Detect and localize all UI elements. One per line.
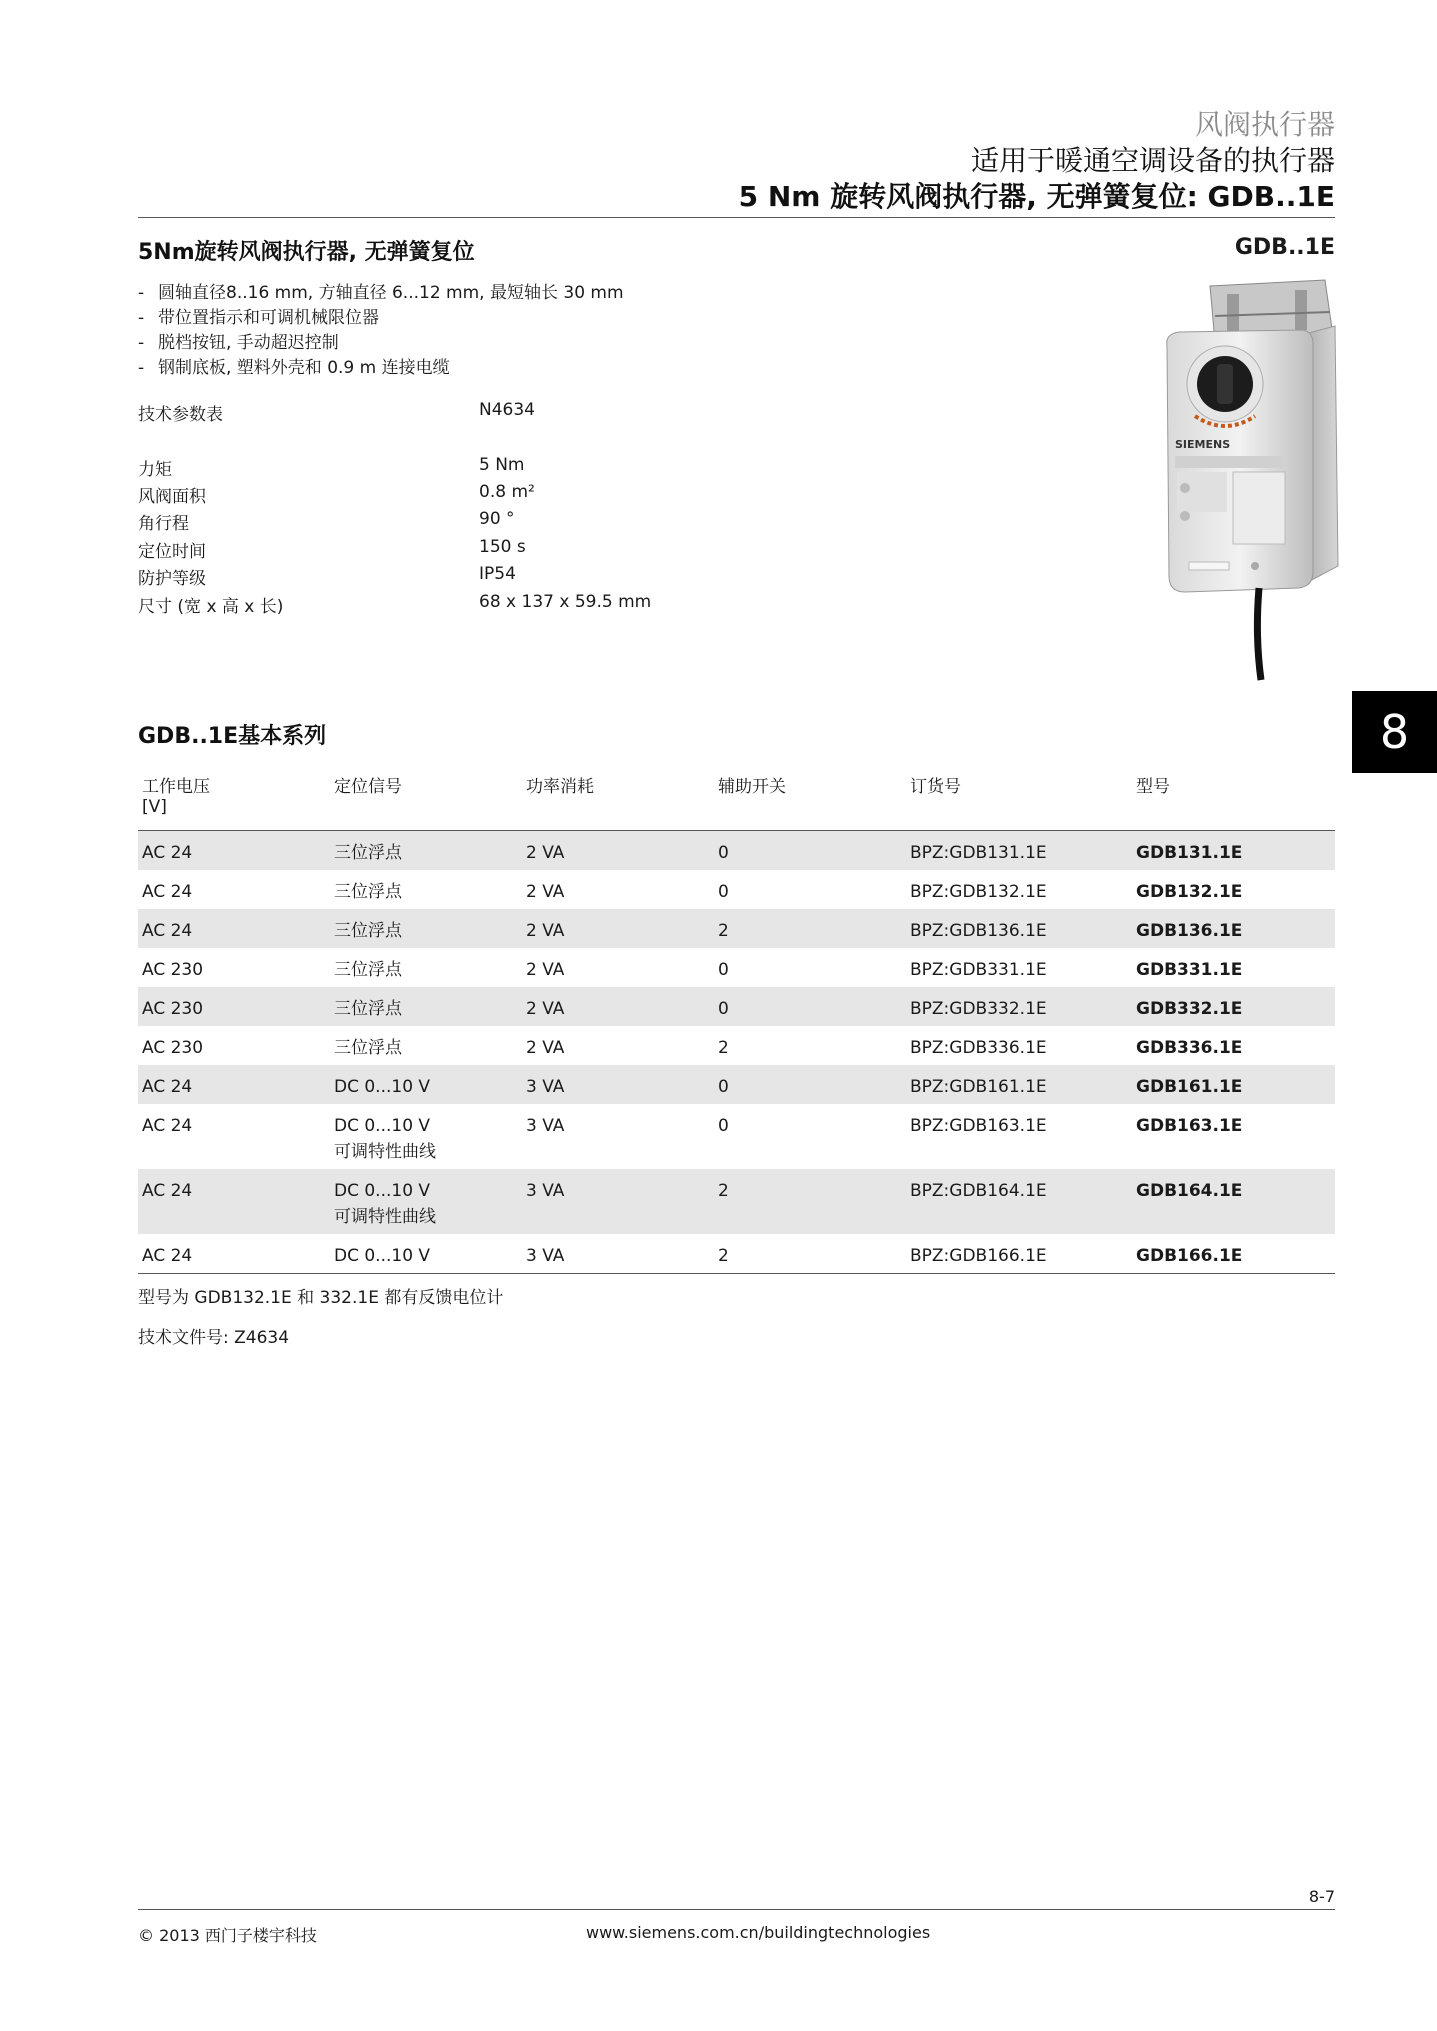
- table-row: [138, 1104, 1335, 1169]
- feature-text: 圆轴直径8..16 mm, 方轴直径 6...12 mm, 最短轴长 30 mm: [158, 283, 624, 303]
- table-cell: 2 VA: [522, 909, 714, 948]
- chapter-tab: 8: [1352, 691, 1437, 773]
- spec-label: 尺寸 (宽 x 高 x 长): [138, 597, 284, 617]
- model-cell: GDB331.1E: [1136, 960, 1243, 980]
- copyright: © 2013 西门子楼宇科技: [138, 1926, 317, 1945]
- table-cell: 2 VA: [526, 882, 565, 902]
- table-cell: 0: [714, 1065, 906, 1104]
- table-cell: 三位浮点: [334, 1038, 402, 1058]
- table-cell: 2: [714, 1169, 906, 1234]
- column-header: 定位信号: [330, 768, 522, 831]
- table-cell: 2 VA: [522, 831, 714, 871]
- table-cell: 0: [718, 1116, 729, 1136]
- table-cell: 2: [714, 1234, 906, 1274]
- table-cell: DC 0...10 V: [330, 1234, 522, 1274]
- page-title-line1: 适用于暖通空调设备的执行器: [970, 144, 1335, 177]
- feature-text: 脱档按钮, 手动超迟控制: [158, 333, 339, 353]
- spec-value: 150 s: [479, 537, 526, 557]
- table-cell: AC 24: [138, 1169, 330, 1234]
- table-cell: BPZ:GDB332.1E: [906, 987, 1132, 1026]
- model-cell: GDB136.1E: [1132, 909, 1335, 948]
- page-number: 8-7: [1308, 1887, 1335, 1906]
- column-header: 订货号: [906, 768, 1132, 831]
- table-cell: AC 230: [142, 960, 204, 980]
- table-cell: BPZ:GDB331.1E: [910, 960, 1047, 980]
- table-cell: 2 VA: [522, 987, 714, 1026]
- table-cell: 0: [714, 987, 906, 1026]
- table-cell: BPZ:GDB164.1E: [906, 1169, 1132, 1234]
- spec-list: [138, 400, 838, 620]
- spec-label: 角行程: [138, 514, 189, 534]
- column-header: 辅助开关: [714, 768, 906, 831]
- list-item: - 带位置指示和可调机械限位器: [138, 308, 379, 328]
- table-cell: 0: [718, 960, 729, 980]
- spec-value: 0.8 m²: [479, 482, 535, 502]
- feedback-note: 型号为 GDB132.1E 和 332.1E 都有反馈电位计: [138, 1288, 504, 1308]
- table-cell: 三位浮点: [334, 882, 402, 902]
- table-cell: 三位浮点: [330, 909, 522, 948]
- table-cell: 三位浮点: [334, 960, 402, 980]
- spec-label: 定位时间: [138, 542, 206, 562]
- spec-value: 90 °: [479, 509, 515, 529]
- table-row: [138, 1234, 1335, 1274]
- table-cell: 2: [714, 909, 906, 948]
- table-cell: 3 VA: [522, 1065, 714, 1104]
- feature-text: 带位置指示和可调机械限位器: [158, 308, 379, 328]
- table-cell: 3 VA: [526, 1116, 565, 1136]
- table-row: [138, 1169, 1335, 1234]
- table-cell: AC 24: [138, 831, 330, 871]
- spec-label: 力矩: [138, 460, 172, 480]
- spec-value: 5 Nm: [479, 455, 525, 475]
- table-cell: DC 0...10 V 可调特性曲线: [330, 1169, 522, 1234]
- table-cell: AC 24: [142, 882, 193, 902]
- table-cell: 三位浮点: [330, 987, 522, 1026]
- doc-number: 技术文件号: Z4634: [138, 1328, 290, 1348]
- table-cell: 0: [714, 831, 906, 871]
- table-cell: AC 24: [138, 1234, 330, 1274]
- table-cell: BPZ:GDB163.1E: [910, 1116, 1047, 1136]
- table-cell: AC 24: [138, 909, 330, 948]
- table-cell: 3 VA: [522, 1169, 714, 1234]
- table-cell: BPZ:GDB161.1E: [906, 1065, 1132, 1104]
- table-cell: 0: [718, 882, 729, 902]
- feature-text: 钢制底板, 塑料外壳和 0.9 m 连接电缆: [158, 358, 450, 378]
- table-cell: 2 VA: [526, 1038, 565, 1058]
- table-cell: BPZ:GDB136.1E: [906, 909, 1132, 948]
- model-cell: GDB164.1E: [1132, 1169, 1335, 1234]
- list-item: - 圆轴直径8..16 mm, 方轴直径 6...12 mm, 最短轴长 30 mm: [138, 283, 624, 303]
- series-title: GDB..1E基本系列: [138, 724, 327, 749]
- model-cell: GDB163.1E: [1136, 1116, 1243, 1136]
- table-cell: AC 24: [138, 1065, 330, 1104]
- list-item: - 钢制底板, 塑料外壳和 0.9 m 连接电缆: [138, 358, 450, 378]
- model-cell: GDB132.1E: [1136, 882, 1243, 902]
- model-cell: GDB161.1E: [1132, 1065, 1335, 1104]
- spec-value: N4634: [479, 400, 535, 420]
- table-cell: AC 230: [142, 1038, 204, 1058]
- list-item: - 脱档按钮, 手动超迟控制: [138, 333, 339, 353]
- header-divider: [138, 217, 1335, 218]
- spec-label: 技术参数表: [138, 405, 223, 425]
- table-row: [138, 870, 1335, 909]
- section-title: 5Nm旋转风阀执行器, 无弹簧复位: [138, 240, 475, 265]
- category-title: 风阀执行器: [1194, 108, 1335, 141]
- table-row: [138, 1065, 1335, 1104]
- column-header: 型号: [1132, 768, 1335, 831]
- table-cell: BPZ:GDB131.1E: [906, 831, 1132, 871]
- table-header-row: [138, 768, 1335, 831]
- spec-label: 风阀面积: [138, 487, 206, 507]
- table-row: [138, 831, 1335, 871]
- actuator-product-image: [1155, 276, 1345, 686]
- feature-list: [138, 281, 624, 381]
- brand-label: SIEMENS: [1175, 438, 1231, 451]
- spec-value: IP54: [479, 564, 516, 584]
- table-cell: DC 0...10 V: [330, 1065, 522, 1104]
- column-header: 功率消耗: [522, 768, 714, 831]
- table-cell: AC 230: [138, 987, 330, 1026]
- table-cell: DC 0...10 V 可调特性曲线: [334, 1116, 436, 1162]
- table-cell: 三位浮点: [330, 831, 522, 871]
- table-cell: BPZ:GDB132.1E: [910, 882, 1047, 902]
- table-cell: BPZ:GDB336.1E: [910, 1038, 1047, 1058]
- table-row: [138, 948, 1335, 987]
- model-cell: GDB336.1E: [1136, 1038, 1243, 1058]
- table-row: [138, 909, 1335, 948]
- website-link[interactable]: www.siemens.com.cn/buildingtechnologies: [586, 1923, 931, 1942]
- model-code: GDB..1E: [1234, 235, 1335, 260]
- table-cell: BPZ:GDB166.1E: [906, 1234, 1132, 1274]
- footer-divider: [138, 1909, 1335, 1910]
- model-cell: GDB332.1E: [1132, 987, 1335, 1026]
- table-row: [138, 987, 1335, 1026]
- table-row: [138, 1026, 1335, 1065]
- model-cell: GDB131.1E: [1132, 831, 1335, 871]
- column-header: 工作电压 [V]: [138, 768, 330, 831]
- table-cell: AC 24: [142, 1116, 193, 1136]
- page-title-line2: 5 Nm 旋转风阀执行器, 无弹簧复位: GDB..1E: [738, 180, 1335, 213]
- spec-label: 防护等级: [138, 569, 206, 589]
- series-table: [138, 768, 1335, 1274]
- spec-value: 68 x 137 x 59.5 mm: [479, 592, 652, 612]
- table-cell: 3 VA: [522, 1234, 714, 1274]
- table-cell: 2 VA: [526, 960, 565, 980]
- table-cell: 2: [718, 1038, 729, 1058]
- model-cell: GDB166.1E: [1132, 1234, 1335, 1274]
